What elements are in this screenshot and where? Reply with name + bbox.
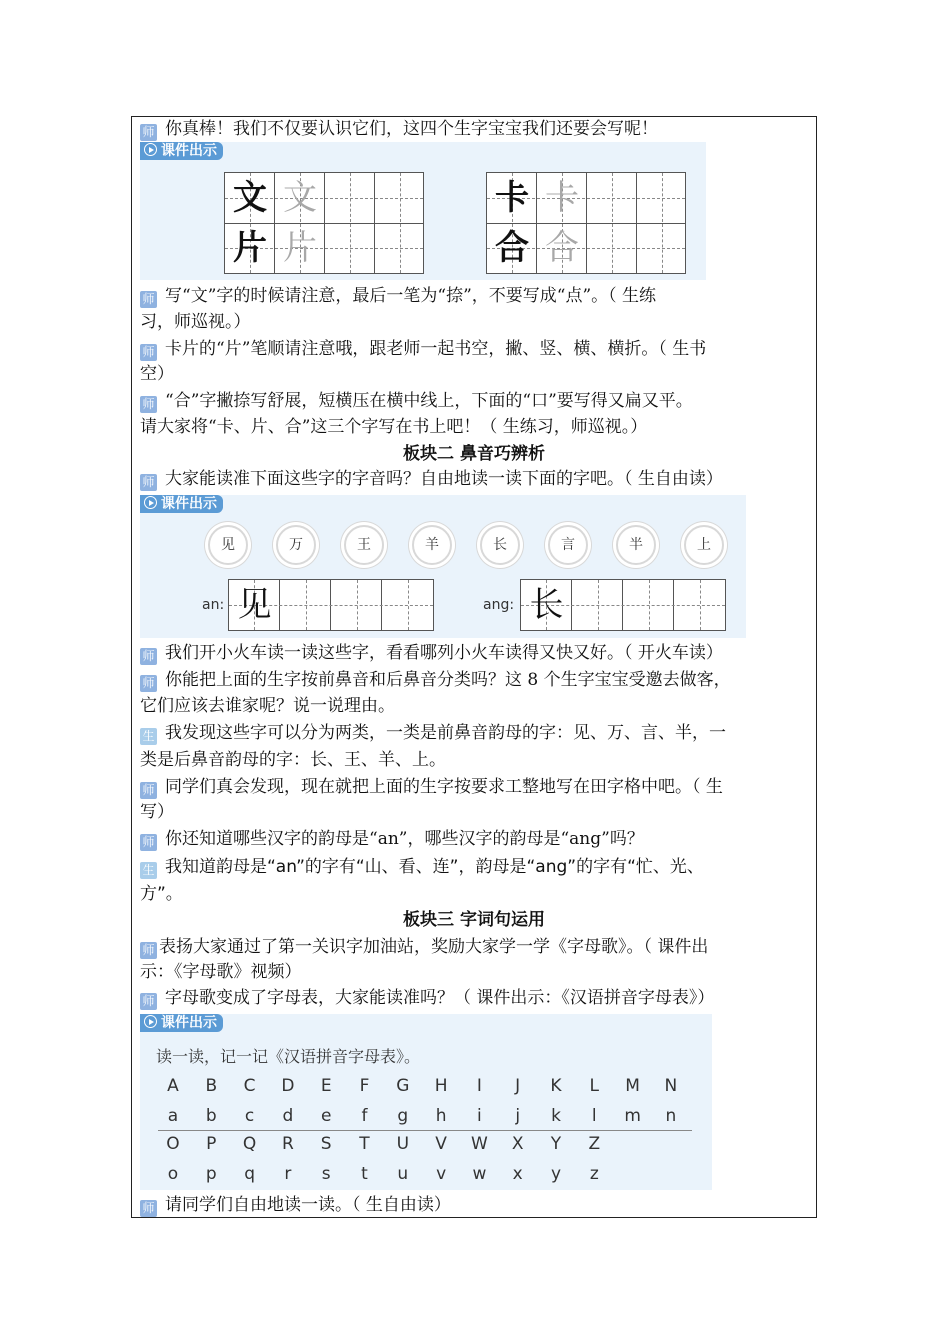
line-continuation: 空） xyxy=(140,364,174,384)
line-continuation: 方”。 xyxy=(140,884,183,904)
alphabet-letter: T xyxy=(359,1134,370,1154)
teacher-line: 师 卡片的“片”笔顺请注意哦，跟老师一起书空，撇、竖、横、横折。（ 生书 xyxy=(140,338,706,361)
flower-char: 半 xyxy=(616,525,656,565)
line-text: 你真棒！我们不仅要认识它们，这四个生字宝宝我们还要会写呢！ xyxy=(165,119,658,139)
teacher-badge: 师 xyxy=(140,993,157,1010)
alphabet-letter: s xyxy=(321,1164,331,1184)
alphabet-letter: A xyxy=(167,1076,179,1096)
alphabet-letter: m xyxy=(624,1106,641,1126)
alphabet-letter: C xyxy=(243,1076,256,1096)
alphabet-letter: D xyxy=(281,1076,295,1096)
courseware-tag: 课件出示 xyxy=(140,495,223,513)
teacher-line: 师 大家能读准下面这些字的字音吗？自由地读一读下面的字吧。（ 生自由读） xyxy=(140,468,723,491)
flower-char: 上 xyxy=(684,525,724,565)
alphabet-letter: P xyxy=(206,1134,217,1154)
ang-writing-row xyxy=(520,579,726,631)
alphabet-letter: J xyxy=(515,1076,521,1096)
alphabet-letter: x xyxy=(512,1164,523,1184)
flower-char: 羊 xyxy=(412,525,452,565)
alphabet-letter: g xyxy=(397,1106,409,1126)
student-line: 生 我知道韵母是“an”的字有“山、看、连”，韵母是“ang”的字有“忙、光、 xyxy=(140,856,704,879)
alphabet-letter: w xyxy=(472,1164,487,1184)
alphabet-letter: e xyxy=(320,1106,332,1126)
line-continuation: 习，师巡视。） xyxy=(140,312,251,332)
alphabet-letter: k xyxy=(551,1106,561,1126)
alphabet-letter: t xyxy=(361,1164,368,1184)
play-icon xyxy=(144,1015,157,1028)
section-heading: 板块二 鼻音巧辨析 xyxy=(403,444,545,464)
alphabet-letter: W xyxy=(470,1134,488,1154)
courseware-tag: 课件出示 xyxy=(140,142,223,160)
teacher-line: 师 请同学们自由地读一读。（ 生自由读） xyxy=(140,1194,451,1217)
line-continuation: 请大家将“卡、片、合”这三个字写在书上吧！（ 生练习，师巡视。） xyxy=(140,417,648,437)
courseware-panel-nasal xyxy=(140,495,746,638)
flower-char: 长 xyxy=(480,525,520,565)
trace-char: 合 xyxy=(545,228,579,268)
alphabet-divider xyxy=(158,1130,692,1131)
alphabet-letter: X xyxy=(511,1134,524,1154)
alphabet-letter: l xyxy=(591,1106,597,1126)
alphabet-letter: O xyxy=(166,1134,180,1154)
line-continuation: 写） xyxy=(140,802,174,822)
alphabet-letter: r xyxy=(284,1164,292,1184)
alphabet-letter: S xyxy=(320,1134,332,1154)
alphabet-letter: o xyxy=(167,1164,179,1184)
flower-char: 王 xyxy=(344,525,384,565)
alphabet-letter: y xyxy=(550,1164,562,1184)
teacher-line: 师 写“文”字的时候请注意，最后一笔为“捺”，不要写成“点”。（ 生练 xyxy=(140,285,656,308)
alphabet-letter: Z xyxy=(588,1134,601,1154)
alphabet-letter: h xyxy=(435,1106,447,1126)
practice-char: 卡 xyxy=(495,178,529,218)
teacher-line: 师 “合”字撇捺写舒展，短横压在横中线上，下面的“口”要写得又扁又平。 xyxy=(140,390,693,413)
alphabet-letter: E xyxy=(320,1076,332,1096)
alphabet-letter: p xyxy=(205,1164,217,1184)
teacher-badge: 师 xyxy=(140,942,157,959)
play-icon xyxy=(144,143,157,156)
alphabet-letter: U xyxy=(396,1134,410,1154)
teacher-badge: 师 xyxy=(140,474,157,491)
flower-char: 见 xyxy=(208,525,248,565)
alphabet-letter: R xyxy=(281,1134,294,1154)
courseware-panel-alphabet xyxy=(140,1014,712,1190)
teacher-line: 师 我们开小火车读一读这些字，看看哪列小火车读得又快又好。（ 开火车读） xyxy=(140,642,723,665)
courseware-panel-writing xyxy=(140,142,706,280)
alphabet-letter: N xyxy=(664,1076,678,1096)
line-continuation: 类是后鼻音韵母的字：长、王、羊、上。 xyxy=(140,750,446,770)
line-continuation: 示：《字母歌》视频） xyxy=(140,962,302,982)
teacher-line: 师 你还知道哪些汉字的韵母是“an”，哪些汉字的韵母是“ang”吗？ xyxy=(140,828,644,851)
practice-char: 片 xyxy=(233,228,267,268)
alphabet-letter: Y xyxy=(550,1134,562,1154)
alphabet-letter: i xyxy=(477,1106,482,1126)
teacher-badge: 师 xyxy=(140,782,157,799)
line-continuation: 它们应该去谁家呢？说一说理由。 xyxy=(140,696,395,716)
teacher-line: 师 字母歌变成了字母表，大家能读准吗？（ 课件出示：《汉语拼音字母表》） xyxy=(140,987,714,1010)
trace-char: 卡 xyxy=(545,178,579,218)
an-label: an: xyxy=(202,597,225,613)
ang-char: 长 xyxy=(529,585,564,625)
alphabet-letter: H xyxy=(434,1076,448,1096)
teacher-badge: 师 xyxy=(140,675,157,692)
alphabet-letter: f xyxy=(361,1106,368,1126)
teacher-badge: 师 xyxy=(140,648,157,665)
alphabet-letter: v xyxy=(436,1164,447,1184)
practice-char: 合 xyxy=(495,228,529,268)
practice-char: 文 xyxy=(233,178,267,218)
alphabet-letter: z xyxy=(589,1164,599,1184)
tian-grid-left xyxy=(224,172,424,274)
teacher-badge: 师 xyxy=(140,1200,157,1217)
student-badge: 生 xyxy=(140,728,157,745)
an-writing-row xyxy=(228,579,434,631)
alphabet-letter: d xyxy=(282,1106,294,1126)
flower-char: 万 xyxy=(276,525,316,565)
alphabet-letter: G xyxy=(396,1076,410,1096)
teacher-badge: 师 xyxy=(140,834,157,851)
alphabet-letter: c xyxy=(244,1106,255,1126)
teacher-line: 师 同学们真会发现，现在就把上面的生字按要求工整地写在田字格中吧。（ 生 xyxy=(140,776,723,799)
student-badge: 生 xyxy=(140,862,157,879)
an-char: 见 xyxy=(237,585,272,625)
section-heading: 板块三 字词句运用 xyxy=(403,910,545,930)
alphabet-letter: I xyxy=(476,1076,482,1096)
alphabet-letter: M xyxy=(625,1076,640,1096)
alphabet-letter: u xyxy=(397,1164,409,1184)
alphabet-letter: n xyxy=(665,1106,677,1126)
teacher-badge: 师 xyxy=(140,291,157,308)
teacher-badge: 师 xyxy=(140,124,157,141)
flower-char: 言 xyxy=(548,525,588,565)
alphabet-letter: j xyxy=(515,1106,521,1126)
tian-grid-right xyxy=(486,172,686,274)
teacher-line: 师 表扬大家通过了第一关识字加油站，奖励大家学一学《字母歌》。（ 课件出 xyxy=(140,936,708,959)
teacher-badge: 师 xyxy=(140,396,157,413)
teacher-badge: 师 xyxy=(140,344,157,361)
alphabet-letter: q xyxy=(244,1164,255,1184)
alphabet-letter: B xyxy=(205,1076,218,1096)
alphabet-letter: F xyxy=(359,1076,370,1096)
alphabet-letter: V xyxy=(435,1134,447,1154)
play-icon xyxy=(144,496,157,509)
alphabet-letter: L xyxy=(589,1076,600,1096)
teacher-line: 师 你能把上面的生字按前鼻音和后鼻音分类吗？这 8 个生字宝宝受邀去做客， xyxy=(140,669,731,692)
courseware-tag: 课件出示 xyxy=(140,1014,223,1032)
alphabet-letter: Q xyxy=(242,1134,257,1154)
alphabet-letter: a xyxy=(167,1106,179,1126)
teacher-line xyxy=(140,118,658,141)
trace-char: 文 xyxy=(283,178,317,218)
trace-char: 片 xyxy=(283,228,317,268)
alphabet-title: 读一读，记一记《汉语拼音字母表》。 xyxy=(156,1047,421,1066)
student-line: 生 我发现这些字可以分为两类，一类是前鼻音韵母的字：见、万、言、半，一 xyxy=(140,722,726,745)
alphabet-letter: K xyxy=(550,1076,562,1096)
ang-label: ang: xyxy=(483,597,515,613)
alphabet-letter: b xyxy=(205,1106,217,1126)
